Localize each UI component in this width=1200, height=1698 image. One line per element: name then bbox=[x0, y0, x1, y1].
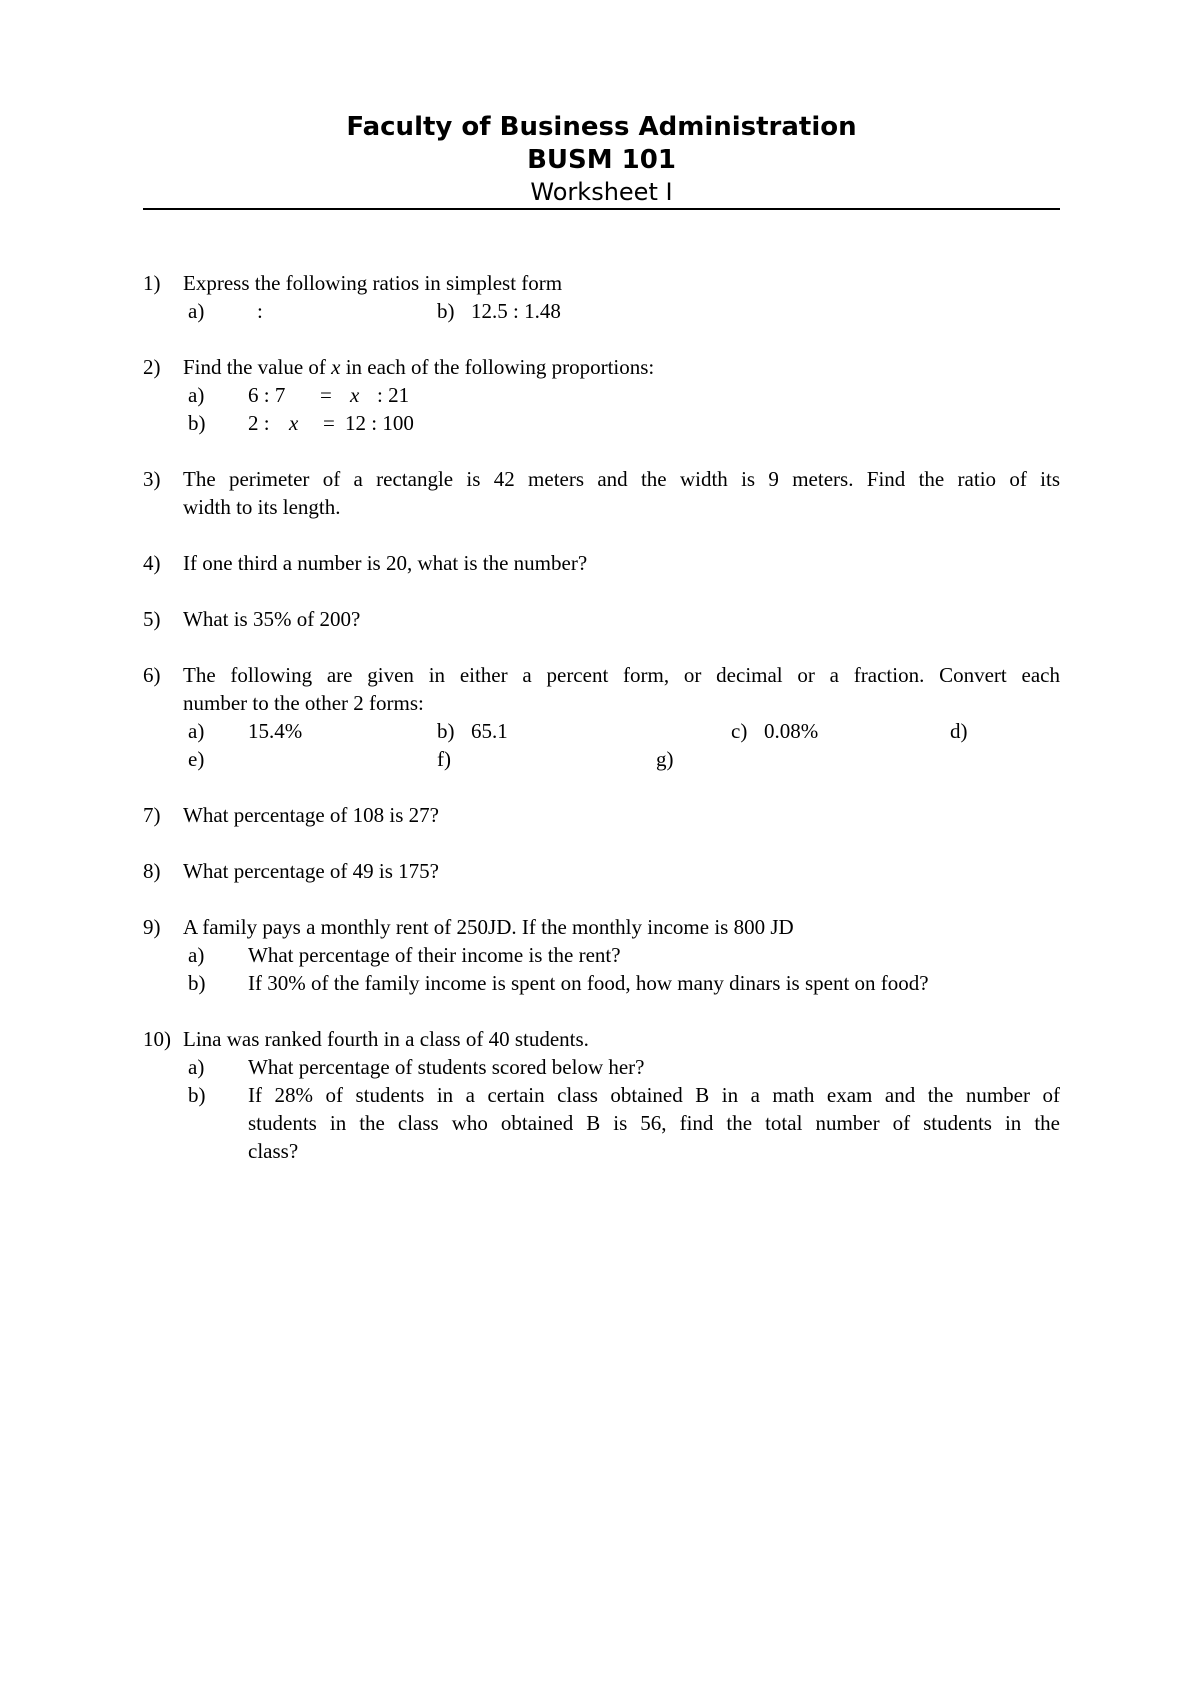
part-label: g) bbox=[656, 747, 674, 771]
question-text: The following are given in either a percent form, or decimal or a fraction. Convert each bbox=[183, 663, 1060, 687]
variable-x: x bbox=[289, 411, 299, 435]
faculty-title: Faculty of Business Administration bbox=[346, 112, 857, 142]
part-value: : bbox=[257, 299, 263, 323]
equals-sign: = bbox=[323, 411, 335, 435]
question-number: 1) bbox=[143, 271, 161, 295]
question-number: 10) bbox=[143, 1027, 171, 1051]
part-label: c) bbox=[731, 719, 748, 743]
question-text-continued: width to its length. bbox=[183, 495, 341, 519]
question-number: 4) bbox=[143, 551, 161, 575]
question-number: 8) bbox=[143, 859, 161, 883]
part-text: What percentage of students scored below her? bbox=[248, 1055, 645, 1079]
part-label: a) bbox=[188, 1055, 205, 1079]
part-label: b) bbox=[188, 971, 206, 995]
proportion-left: 2 : bbox=[248, 411, 270, 435]
question-text: The perimeter of a rectangle is 42 meters and the width is 9 meters. Find the ratio of its bbox=[183, 467, 1060, 491]
variable-x: x bbox=[331, 355, 341, 379]
question-text: If one third a number is 20, what is the number? bbox=[183, 551, 588, 575]
part-label: f) bbox=[437, 747, 451, 771]
header-divider bbox=[143, 208, 1060, 210]
part-value: 12.5 : 1.48 bbox=[471, 299, 561, 323]
part-label: b) bbox=[188, 411, 206, 435]
question-text: What is 35% of 200? bbox=[183, 607, 361, 631]
part-label: b) bbox=[437, 299, 455, 323]
part-label: b) bbox=[437, 719, 455, 743]
part-label: e) bbox=[188, 747, 205, 771]
part-label: a) bbox=[188, 943, 205, 967]
proportion-right: 12 : 100 bbox=[345, 411, 414, 435]
part-text: If 30% of the family income is spent on food, how many dinars is spent on food? bbox=[248, 971, 929, 995]
part-text: If 28% of students in a certain class obtained B in a math exam and the number of bbox=[248, 1083, 1060, 1107]
part-value: 65.1 bbox=[471, 719, 508, 743]
variable-x: x bbox=[350, 383, 360, 407]
question-text: What percentage of 108 is 27? bbox=[183, 803, 439, 827]
part-text-continued: class? bbox=[248, 1139, 299, 1163]
part-label: b) bbox=[188, 1083, 206, 1107]
question-number: 2) bbox=[143, 355, 161, 379]
part-label: d) bbox=[950, 719, 968, 743]
proportion-left: 6 : 7 bbox=[248, 383, 286, 407]
question-number: 5) bbox=[143, 607, 161, 631]
part-label: a) bbox=[188, 299, 205, 323]
question-text: Express the following ratios in simplest form bbox=[183, 271, 563, 295]
part-text: What percentage of their income is the rent? bbox=[248, 943, 621, 967]
question-number: 9) bbox=[143, 915, 161, 939]
question-text: Find the value of x in each of the following proportions: bbox=[183, 355, 655, 379]
question-number: 6) bbox=[143, 663, 161, 687]
part-value: 15.4% bbox=[248, 719, 303, 743]
question-number: 3) bbox=[143, 467, 161, 491]
part-value: 0.08% bbox=[764, 719, 819, 743]
part-label: a) bbox=[188, 383, 205, 407]
part-label: a) bbox=[188, 719, 205, 743]
question-number: 7) bbox=[143, 803, 161, 827]
proportion-right: : 21 bbox=[377, 383, 410, 407]
question-text-continued: number to the other 2 forms: bbox=[183, 691, 424, 715]
course-code: BUSM 101 bbox=[527, 145, 676, 175]
equals-sign: = bbox=[320, 383, 332, 407]
question-text: A family pays a monthly rent of 250JD. If the monthly income is 800 JD bbox=[183, 915, 794, 939]
question-text: What percentage of 49 is 175? bbox=[183, 859, 439, 883]
question-text: Lina was ranked fourth in a class of 40 students. bbox=[183, 1027, 589, 1051]
worksheet-title: Worksheet I bbox=[530, 178, 673, 206]
part-text-continued: students in the class who obtained B is 56, find the total number of students in the bbox=[248, 1111, 1060, 1135]
